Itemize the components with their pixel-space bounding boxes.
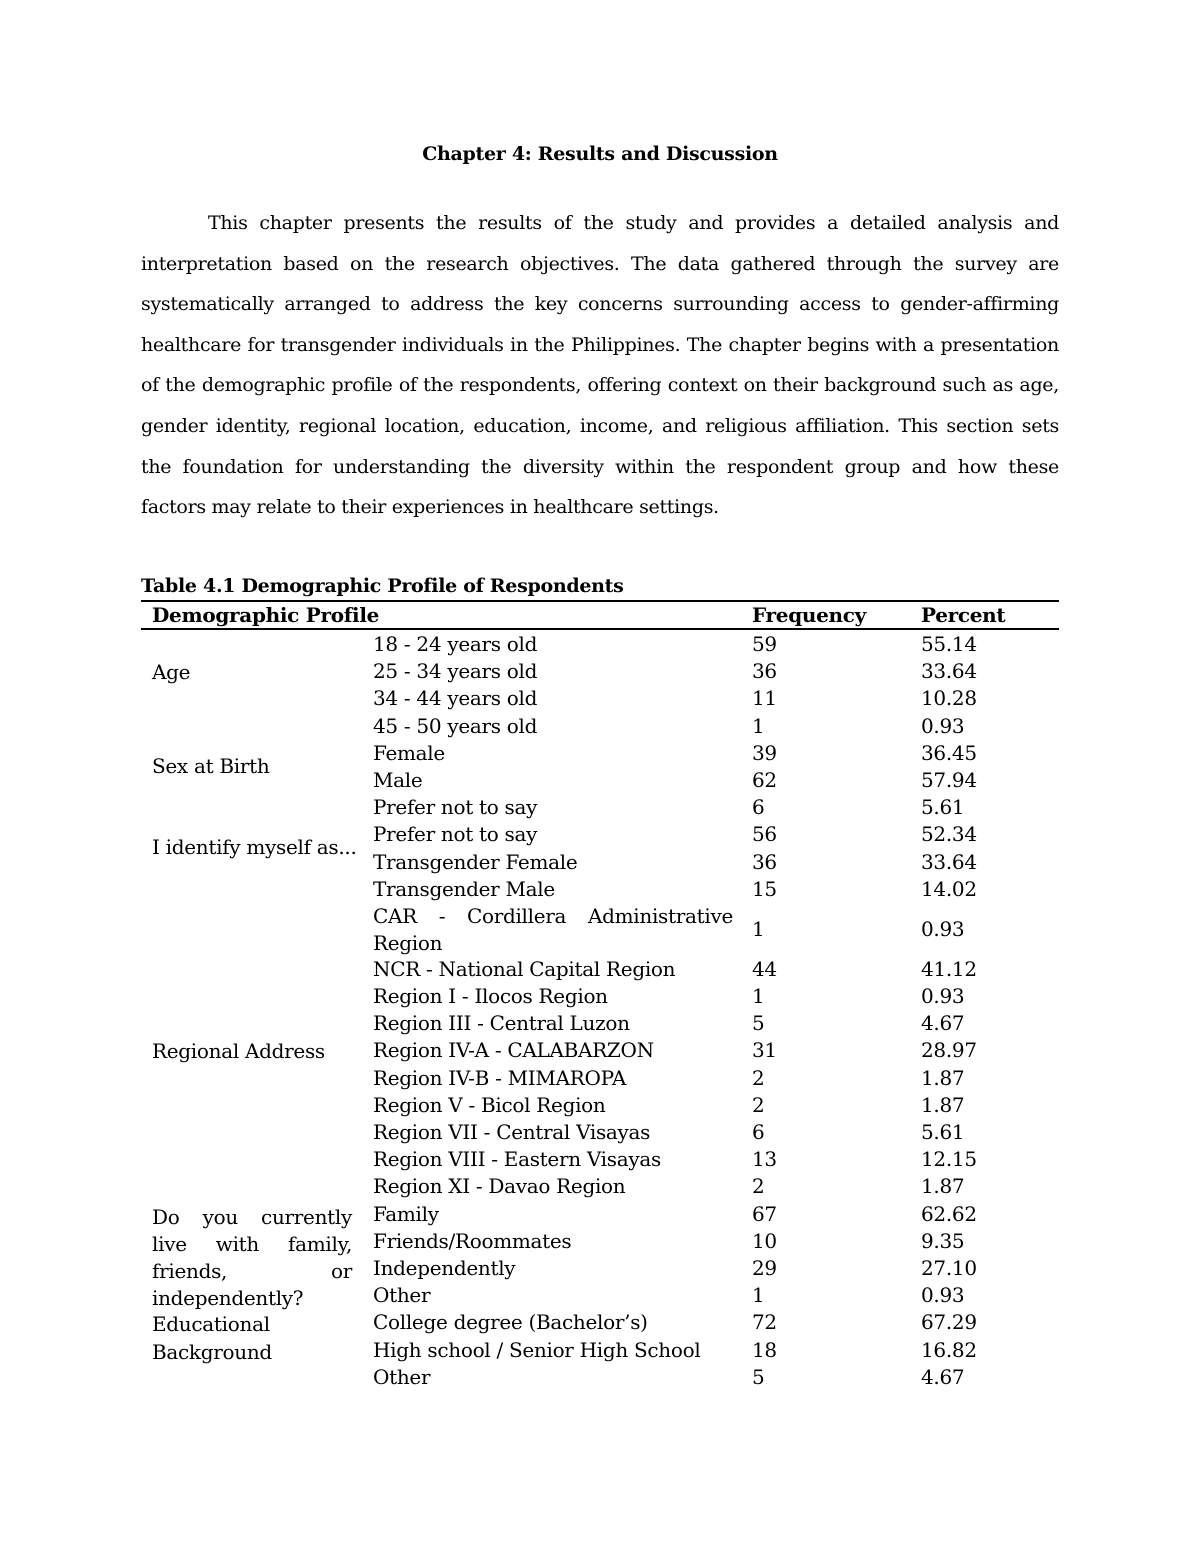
row-frequency: 6 bbox=[752, 1120, 765, 1144]
row-percent: 0.93 bbox=[921, 984, 965, 1009]
row-option: Transgender Female bbox=[373, 849, 578, 874]
row-frequency: 1 bbox=[752, 916, 765, 941]
group-label: Sex at Birth bbox=[152, 753, 270, 778]
row-frequency: 56 bbox=[752, 822, 777, 847]
row-percent: 9.35 bbox=[921, 1228, 965, 1253]
row-option: Region IV-B - MIMAROPA bbox=[373, 1065, 627, 1090]
row-option: Region I - Ilocos Region bbox=[373, 984, 608, 1009]
table-row bbox=[0, 794, 1200, 821]
row-option: Region VIII - Eastern Visayas bbox=[373, 1147, 661, 1172]
row-frequency: 29 bbox=[752, 1255, 777, 1280]
row-frequency: 5 bbox=[752, 1364, 765, 1389]
row-option: Other bbox=[373, 1364, 431, 1389]
table-caption: Table 4.1 Demographic Profile of Respondents bbox=[141, 575, 624, 597]
row-option: High school / Senior High School bbox=[373, 1337, 701, 1362]
row-option: Other bbox=[373, 1283, 431, 1308]
row-option: CAR - Cordillera Administrative Region bbox=[373, 903, 733, 955]
group-label: Educational Background bbox=[152, 1312, 272, 1364]
header-frequency: Frequency bbox=[752, 603, 866, 627]
row-percent: 1.87 bbox=[921, 1174, 965, 1199]
row-option: Region V - Bicol Region bbox=[373, 1092, 606, 1117]
row-percent: 0.93 bbox=[921, 713, 965, 738]
header-percent: Percent bbox=[921, 603, 1006, 627]
table-row bbox=[0, 713, 1200, 740]
row-percent: 0.93 bbox=[921, 1283, 965, 1308]
group-label: Age bbox=[152, 660, 191, 684]
row-frequency: 1 bbox=[752, 1283, 765, 1308]
table-group bbox=[0, 740, 1200, 822]
row-option: Male bbox=[373, 767, 423, 792]
row-percent: 28.97 bbox=[921, 1038, 977, 1063]
row-option: 45 - 50 years old bbox=[373, 713, 538, 738]
row-frequency: 11 bbox=[752, 686, 777, 711]
row-percent: 33.64 bbox=[921, 849, 977, 874]
row-frequency: 1 bbox=[752, 713, 765, 738]
row-percent: 52.34 bbox=[921, 822, 977, 847]
row-percent: 16.82 bbox=[921, 1337, 977, 1362]
row-option: Prefer not to say bbox=[373, 822, 538, 847]
table-group bbox=[0, 903, 1200, 1201]
row-frequency: 1 bbox=[752, 984, 765, 1009]
group-label: Do you currently live with family, friends, or independently? bbox=[152, 1204, 352, 1311]
row-percent: 55.14 bbox=[921, 632, 977, 656]
row-frequency: 36 bbox=[752, 849, 777, 874]
table-header-rule bbox=[141, 628, 1059, 630]
row-frequency: 44 bbox=[752, 956, 777, 981]
table-row bbox=[0, 631, 1200, 658]
row-option: 25 - 34 years old bbox=[373, 659, 538, 684]
row-percent: 1.87 bbox=[921, 1092, 965, 1117]
row-percent: 4.67 bbox=[921, 1011, 965, 1036]
group-label: I identify myself as... bbox=[152, 835, 357, 860]
row-option: Transgender Male bbox=[373, 876, 555, 901]
table-row bbox=[0, 876, 1200, 903]
row-option: Female bbox=[373, 740, 445, 765]
row-frequency: 10 bbox=[752, 1228, 777, 1253]
row-percent: 14.02 bbox=[921, 876, 977, 901]
row-percent: 33.64 bbox=[921, 659, 977, 684]
header-profile: Demographic Profile bbox=[152, 603, 380, 627]
row-option: Region III - Central Luzon bbox=[373, 1011, 630, 1036]
row-option: Independently bbox=[373, 1255, 516, 1280]
chapter-title: Chapter 4: Results and Discussion bbox=[422, 143, 778, 165]
table-group bbox=[0, 821, 1200, 903]
row-percent: 41.12 bbox=[921, 956, 977, 981]
row-frequency: 62 bbox=[752, 767, 777, 792]
row-frequency: 72 bbox=[752, 1310, 777, 1335]
intro-paragraph bbox=[141, 203, 1059, 528]
row-option: 18 - 24 years old bbox=[373, 632, 538, 656]
table-row bbox=[0, 1364, 1200, 1391]
row-option: Family bbox=[373, 1201, 439, 1226]
row-option: Prefer not to say bbox=[373, 795, 538, 820]
row-percent: 4.67 bbox=[921, 1364, 965, 1389]
row-percent: 67.29 bbox=[921, 1310, 977, 1335]
table-group bbox=[0, 1309, 1200, 1391]
group-label: Regional Address bbox=[152, 1039, 325, 1064]
row-frequency: 67 bbox=[752, 1201, 777, 1226]
row-frequency: 59 bbox=[752, 632, 777, 656]
row-percent: 1.87 bbox=[921, 1065, 965, 1090]
row-frequency: 2 bbox=[752, 1174, 765, 1199]
row-option: Region XI - Davao Region bbox=[373, 1174, 626, 1199]
row-percent: 27.10 bbox=[921, 1255, 977, 1280]
table-row bbox=[0, 685, 1200, 712]
row-frequency: 36 bbox=[752, 659, 777, 684]
row-option: College degree (Bachelor’s) bbox=[373, 1310, 648, 1335]
row-frequency: 5 bbox=[752, 1011, 765, 1036]
row-percent: 12.15 bbox=[921, 1147, 977, 1172]
table-group bbox=[0, 1201, 1200, 1310]
row-frequency: 15 bbox=[752, 876, 777, 901]
row-option: Region VII - Central Visayas bbox=[373, 1120, 651, 1144]
row-frequency: 2 bbox=[752, 1092, 765, 1117]
table-top-rule bbox=[141, 600, 1059, 602]
row-frequency: 39 bbox=[752, 740, 777, 765]
row-percent: 57.94 bbox=[921, 767, 977, 792]
row-frequency: 2 bbox=[752, 1065, 765, 1090]
row-percent: 0.93 bbox=[921, 916, 965, 941]
row-option: Region IV-A - CALABARZON bbox=[373, 1038, 654, 1063]
row-frequency: 31 bbox=[752, 1038, 777, 1063]
row-frequency: 18 bbox=[752, 1337, 777, 1362]
row-percent: 10.28 bbox=[921, 686, 977, 711]
row-percent: 62.62 bbox=[921, 1201, 977, 1226]
row-option: Friends/Roommates bbox=[373, 1228, 572, 1253]
row-percent: 5.61 bbox=[921, 795, 965, 820]
row-percent: 36.45 bbox=[921, 740, 977, 765]
row-option: NCR - National Capital Region bbox=[373, 956, 676, 981]
demographic-table bbox=[0, 631, 1200, 1391]
row-option: 34 - 44 years old bbox=[373, 686, 538, 711]
table-group bbox=[0, 631, 1200, 740]
intro-paragraph-text: This chapter presents the results of the study and provides a detailed analysis and interpretation based on the research objectives. The data gathered through the survey are systematically arranged to address the key concerns surrounding access to gender-affirming healthcare for transgender individuals in the Philippines. The chapter begins with a presentation of the demographic profile of the respondents, offering context on their background such as age, gender identity, regional location, education, income, and religious affiliation. This section sets the foundation for understanding the diversity within the respondent group and how these factors may relate to their experiences in healthcare settings. bbox=[141, 212, 1059, 519]
row-frequency: 13 bbox=[752, 1147, 777, 1172]
row-frequency: 6 bbox=[752, 795, 765, 820]
row-percent: 5.61 bbox=[921, 1120, 965, 1144]
